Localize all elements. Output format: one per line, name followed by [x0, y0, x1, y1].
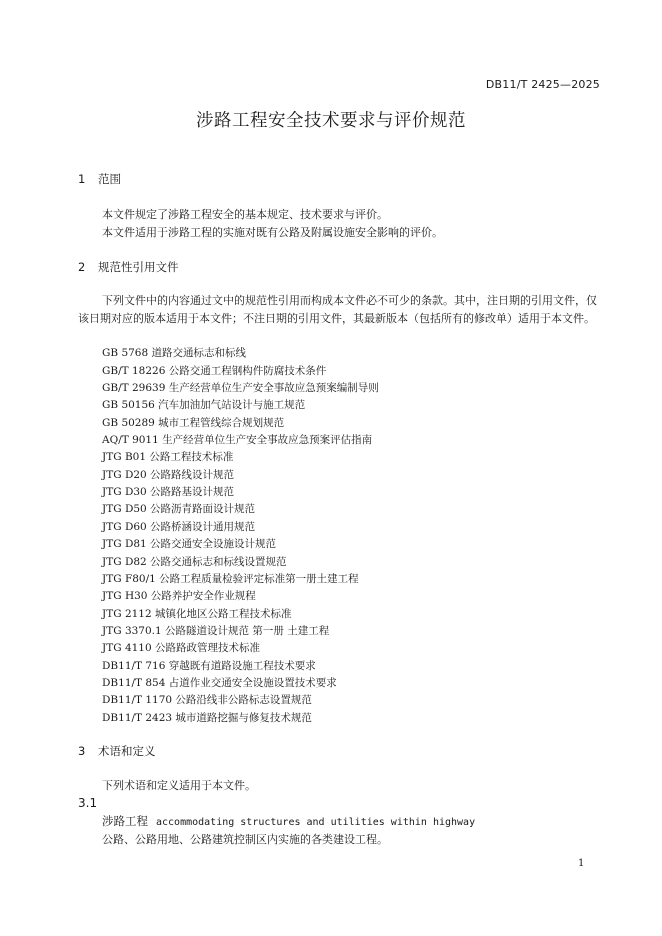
section-heading-terms — [78, 743, 156, 759]
section-number: 1 — [78, 172, 86, 186]
reference-item: GB 5768 道路交通标志和标线 — [102, 347, 247, 359]
reference-item: JTG 2112 城镇化地区公路工程技术标准 — [102, 608, 292, 620]
scope-paragraph: 本文件适用于涉路工程的实施对既有公路及附属设施安全影响的评价。 — [102, 226, 443, 239]
document-title: 涉路工程安全技术要求与评价规范 — [196, 111, 466, 131]
term-definition: 公路、公路用地、公路建筑控制区内实施的各类建设工程。 — [102, 833, 388, 846]
section-title: 规范性引用文件 — [98, 260, 179, 274]
reference-item: JTG D60 公路桥涵设计通用规范 — [102, 521, 256, 533]
reference-item: JTG D30 公路路基设计规范 — [102, 486, 235, 498]
document-number: DB11/T 2425—2025 — [485, 78, 600, 91]
reference-item: GB/T 29639 生产经营单位生产安全事故应急预案编制导则 — [102, 382, 379, 394]
section-title: 术语和定义 — [98, 744, 156, 758]
reference-item: JTG 4110 公路路政管理技术标准 — [102, 642, 260, 654]
reference-item: JTG F80/1 公路工程质量检验评定标准第一册土建工程 — [102, 573, 359, 585]
normative-intro: 下列文件中的内容通过文中的规范性引用而构成本文件必不可少的条款。其中，注日期的引用文件，仅该日期对应的版本适用于本文件；不注日期的引用文件，其最新版本（包括所有的修改单）适用于本文件。 — [78, 294, 597, 325]
section-heading-scope — [78, 171, 121, 187]
section-number: 2 — [78, 260, 86, 274]
reference-item: AQ/T 9011 生产经营单位生产安全事故应急预案评估指南 — [102, 434, 373, 446]
section-heading-normative — [78, 259, 179, 275]
reference-item: DB11/T 2423 城市道路挖掘与修复技术规范 — [102, 712, 312, 724]
reference-item: JTG D50 公路沥青路面设计规范 — [102, 503, 256, 515]
reference-item: DB11/T 1170 公路沿线非公路标志设置规范 — [102, 694, 312, 706]
reference-item: GB/T 18226 公路交通工程钢构件防腐技术条件 — [102, 365, 327, 377]
section-number: 3 — [78, 744, 86, 758]
reference-item: GB 50156 汽车加油加气站设计与施工规范 — [102, 399, 306, 411]
section-title: 范围 — [98, 172, 121, 186]
reference-item: JTG H30 公路养护安全作业规程 — [102, 590, 256, 602]
reference-item: JTG B01 公路工程技术标准 — [102, 451, 234, 463]
reference-item: DB11/T 716 穿越既有道路设施工程技术要求 — [102, 660, 316, 672]
reference-item: JTG 3370.1 公路隧道设计规范 第一册 土建工程 — [102, 625, 330, 637]
reference-item: JTG D20 公路路线设计规范 — [102, 469, 235, 481]
term-english: accommodating structures and utilities within highway — [156, 817, 476, 828]
term-entry — [102, 813, 475, 829]
reference-item: JTG D82 公路交通标志和标线设置规范 — [102, 556, 287, 568]
terms-intro: 下列术语和定义适用于本文件。 — [102, 779, 256, 792]
term-chinese: 涉路工程 — [102, 814, 148, 828]
reference-item: GB 50289 城市工程管线综合规划规范 — [102, 417, 285, 429]
scope-paragraph: 本文件规定了涉路工程安全的基本规定、技术要求与评价。 — [102, 208, 388, 221]
clause-number: 3.1 — [78, 796, 98, 810]
reference-item: JTG D81 公路交通安全设施设计规范 — [102, 538, 277, 550]
page-number: 1 — [578, 858, 585, 869]
reference-item: DB11/T 854 占道作业交通安全设施设置技术要求 — [102, 677, 337, 689]
